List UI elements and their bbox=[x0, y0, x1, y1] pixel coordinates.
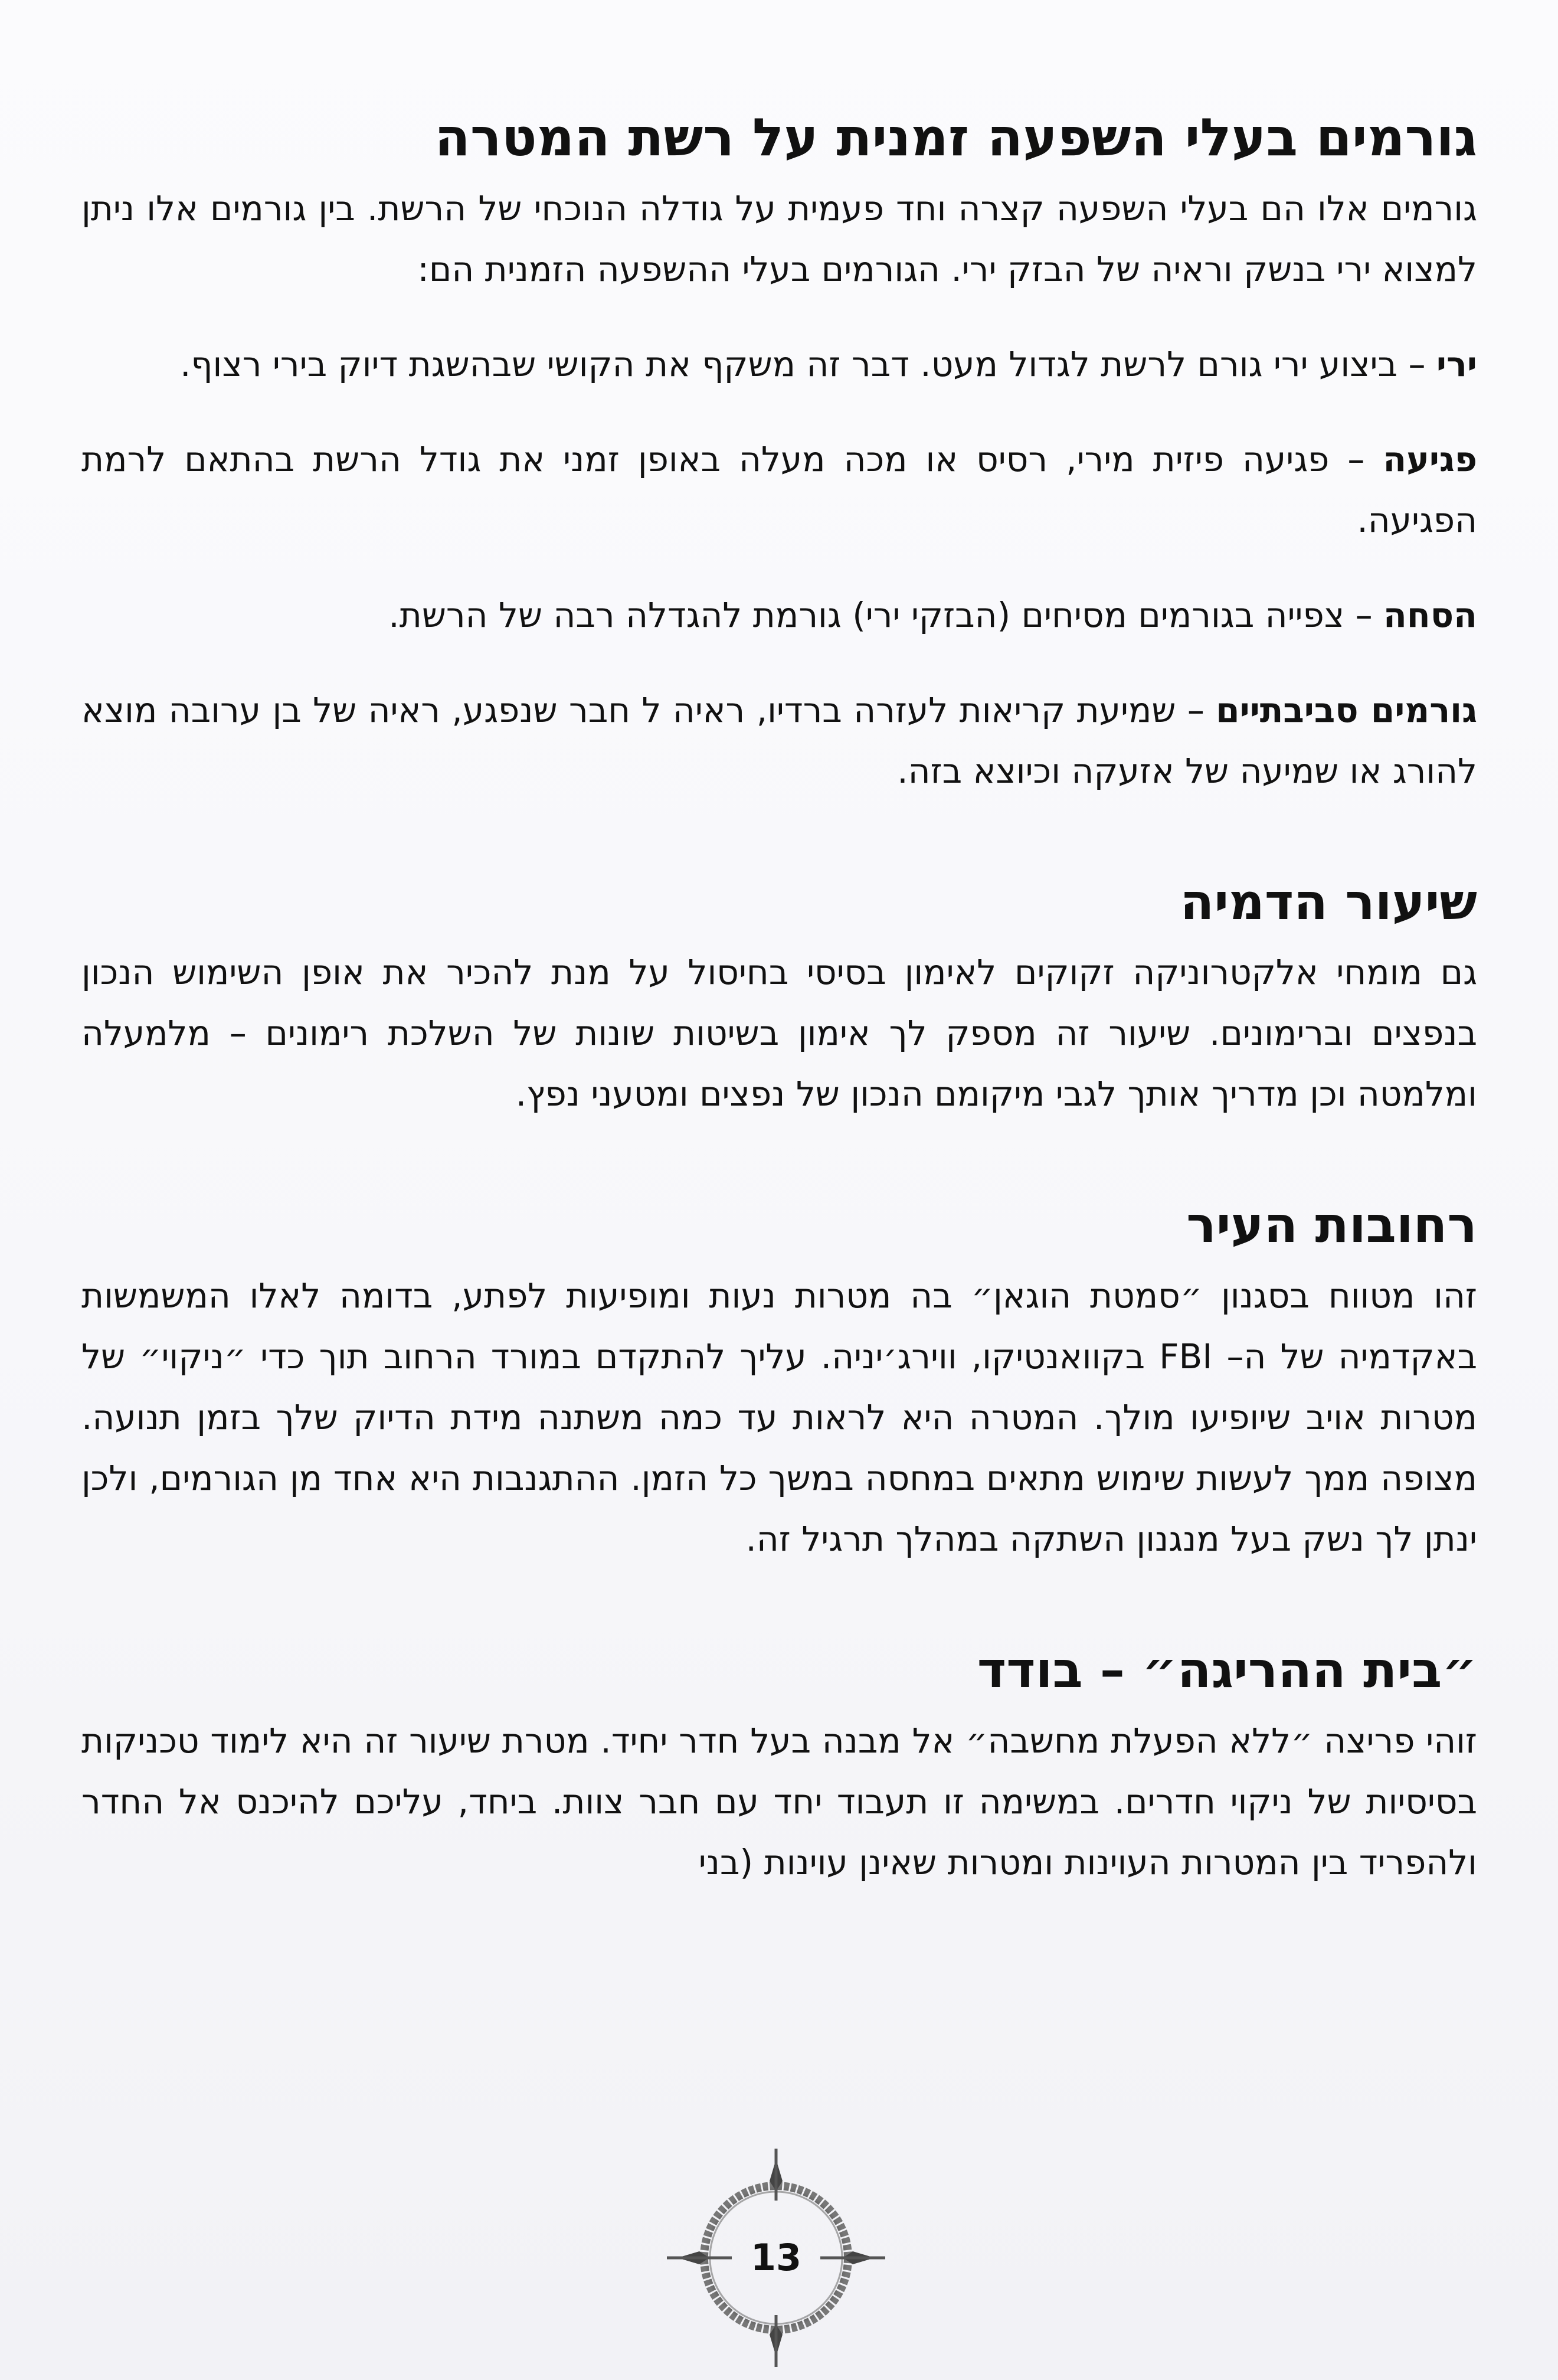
factor-term: גורמים סביבתיים bbox=[1216, 689, 1477, 730]
factor-item-fire bbox=[81, 334, 1477, 395]
page-number: 13 bbox=[750, 2236, 802, 2279]
section-body: זהו מטווח בסגנון ״סמטת הוגאן״ בה מטרות נעות ומופיעות לפתע, בדומה לאלו המשמשות באקדמיה של ה– FBI בקוואנטיקו, ווירג׳יניה. עליך להתקדם במורד הרחוב תוך כדי ״ניקוי״ של מטרות אויב שיופיעו מולך. המטרה היא לראות עד כמה משתנה מידת הדיוק שלך בזמן תנועה. מצופה ממך לעשות שימוש מתאים במחסה במשך כל הזמן. ההתגנבות היא אחד מן הגורמים, ולכן ינתן לך נשק בעל מנגנון השתקה במהלך תרגיל זה. bbox=[81, 1276, 1477, 1560]
section-body: זוהי פריצה ״ללא הפעלת מחשבה״ אל מבנה בעל חדר יחיד. מטרת שיעור זה היא לימוד טכניקות בסיסיות של ניקוי חדרים. במשימה זו תעבוד יחד עם חבר צוות. ביחד, עליכם להיכנס אל החדר ולהפריד בין המטרות העוינות ומטרות שאינן עוינות (בני bbox=[81, 1720, 1477, 1882]
factor-term: ירי bbox=[1436, 344, 1477, 384]
section-temporary-factors bbox=[81, 106, 1477, 802]
section-intro: גורמים אלו הם בעלי השפעה קצרה וחד פעמית על גודלה הנוכחי של הרשת. בין גורמים אלו ניתן למצוא ירי בנשק וראיה של הבזק ירי. הגורמים בעלי ההשפעה הזמנית הם: bbox=[81, 188, 1477, 289]
factor-term: פגיעה bbox=[1383, 439, 1477, 479]
factor-text: – ביצוע ירי גורם לרשת לגדול מעט. דבר זה משקף את הקושי שבהשגת דיוק בירי רצוף. bbox=[179, 344, 1436, 384]
factor-text: – שמיעת קריאות לעזרה ברדיו, ראיה ל חבר שנפגע, ראיה של בן ערובה מוצא להורג או שמיעה של אזעקה וכיוצא בזה. bbox=[81, 689, 1477, 791]
page-footer bbox=[667, 2149, 885, 2367]
page-content bbox=[81, 106, 1477, 1893]
section-simulation-lesson bbox=[81, 872, 1477, 1125]
factor-text: – פגיעה פיזית מירי, רסיס או מכה מעלה באופן זמני את גודל הרשת בהתאם לרמת הפגיעה. bbox=[81, 439, 1477, 540]
factor-item-hit bbox=[81, 429, 1477, 551]
section-heading: גורמים בעלי השפעה זמנית על רשת המטרה bbox=[434, 107, 1477, 168]
section-city-streets bbox=[81, 1195, 1477, 1570]
section-heading: ״בית ההריגה״ – בודד bbox=[977, 1641, 1477, 1699]
section-heading: שיעור הדמיה bbox=[1180, 872, 1477, 931]
factor-item-environment bbox=[81, 680, 1477, 802]
section-body: גם מומחי אלקטרוניקה זקוקים לאימון בסיסי בחיסול על מנת להכיר את אופן השימוש הנכון בנפצים וברימונים. שיעור זה מספק לך אימון בשיטות שונות של השלכת רימונים – מלמעלה ומלמטה וכן מדריך אותך לגבי מיקומם הנכון של נפצים ומטעני נפץ. bbox=[81, 952, 1477, 1114]
factor-item-distraction bbox=[81, 585, 1477, 646]
factor-text: – צפייה בגורמים מסיחים (הבזקי ירי) גורמת להגדלה רבה של הרשת. bbox=[388, 594, 1384, 635]
section-kill-house bbox=[81, 1640, 1477, 1893]
section-heading: רחובות העיר bbox=[1186, 1196, 1477, 1254]
factor-term: הסחה bbox=[1383, 594, 1477, 635]
crosshair-icon bbox=[667, 2149, 885, 2367]
